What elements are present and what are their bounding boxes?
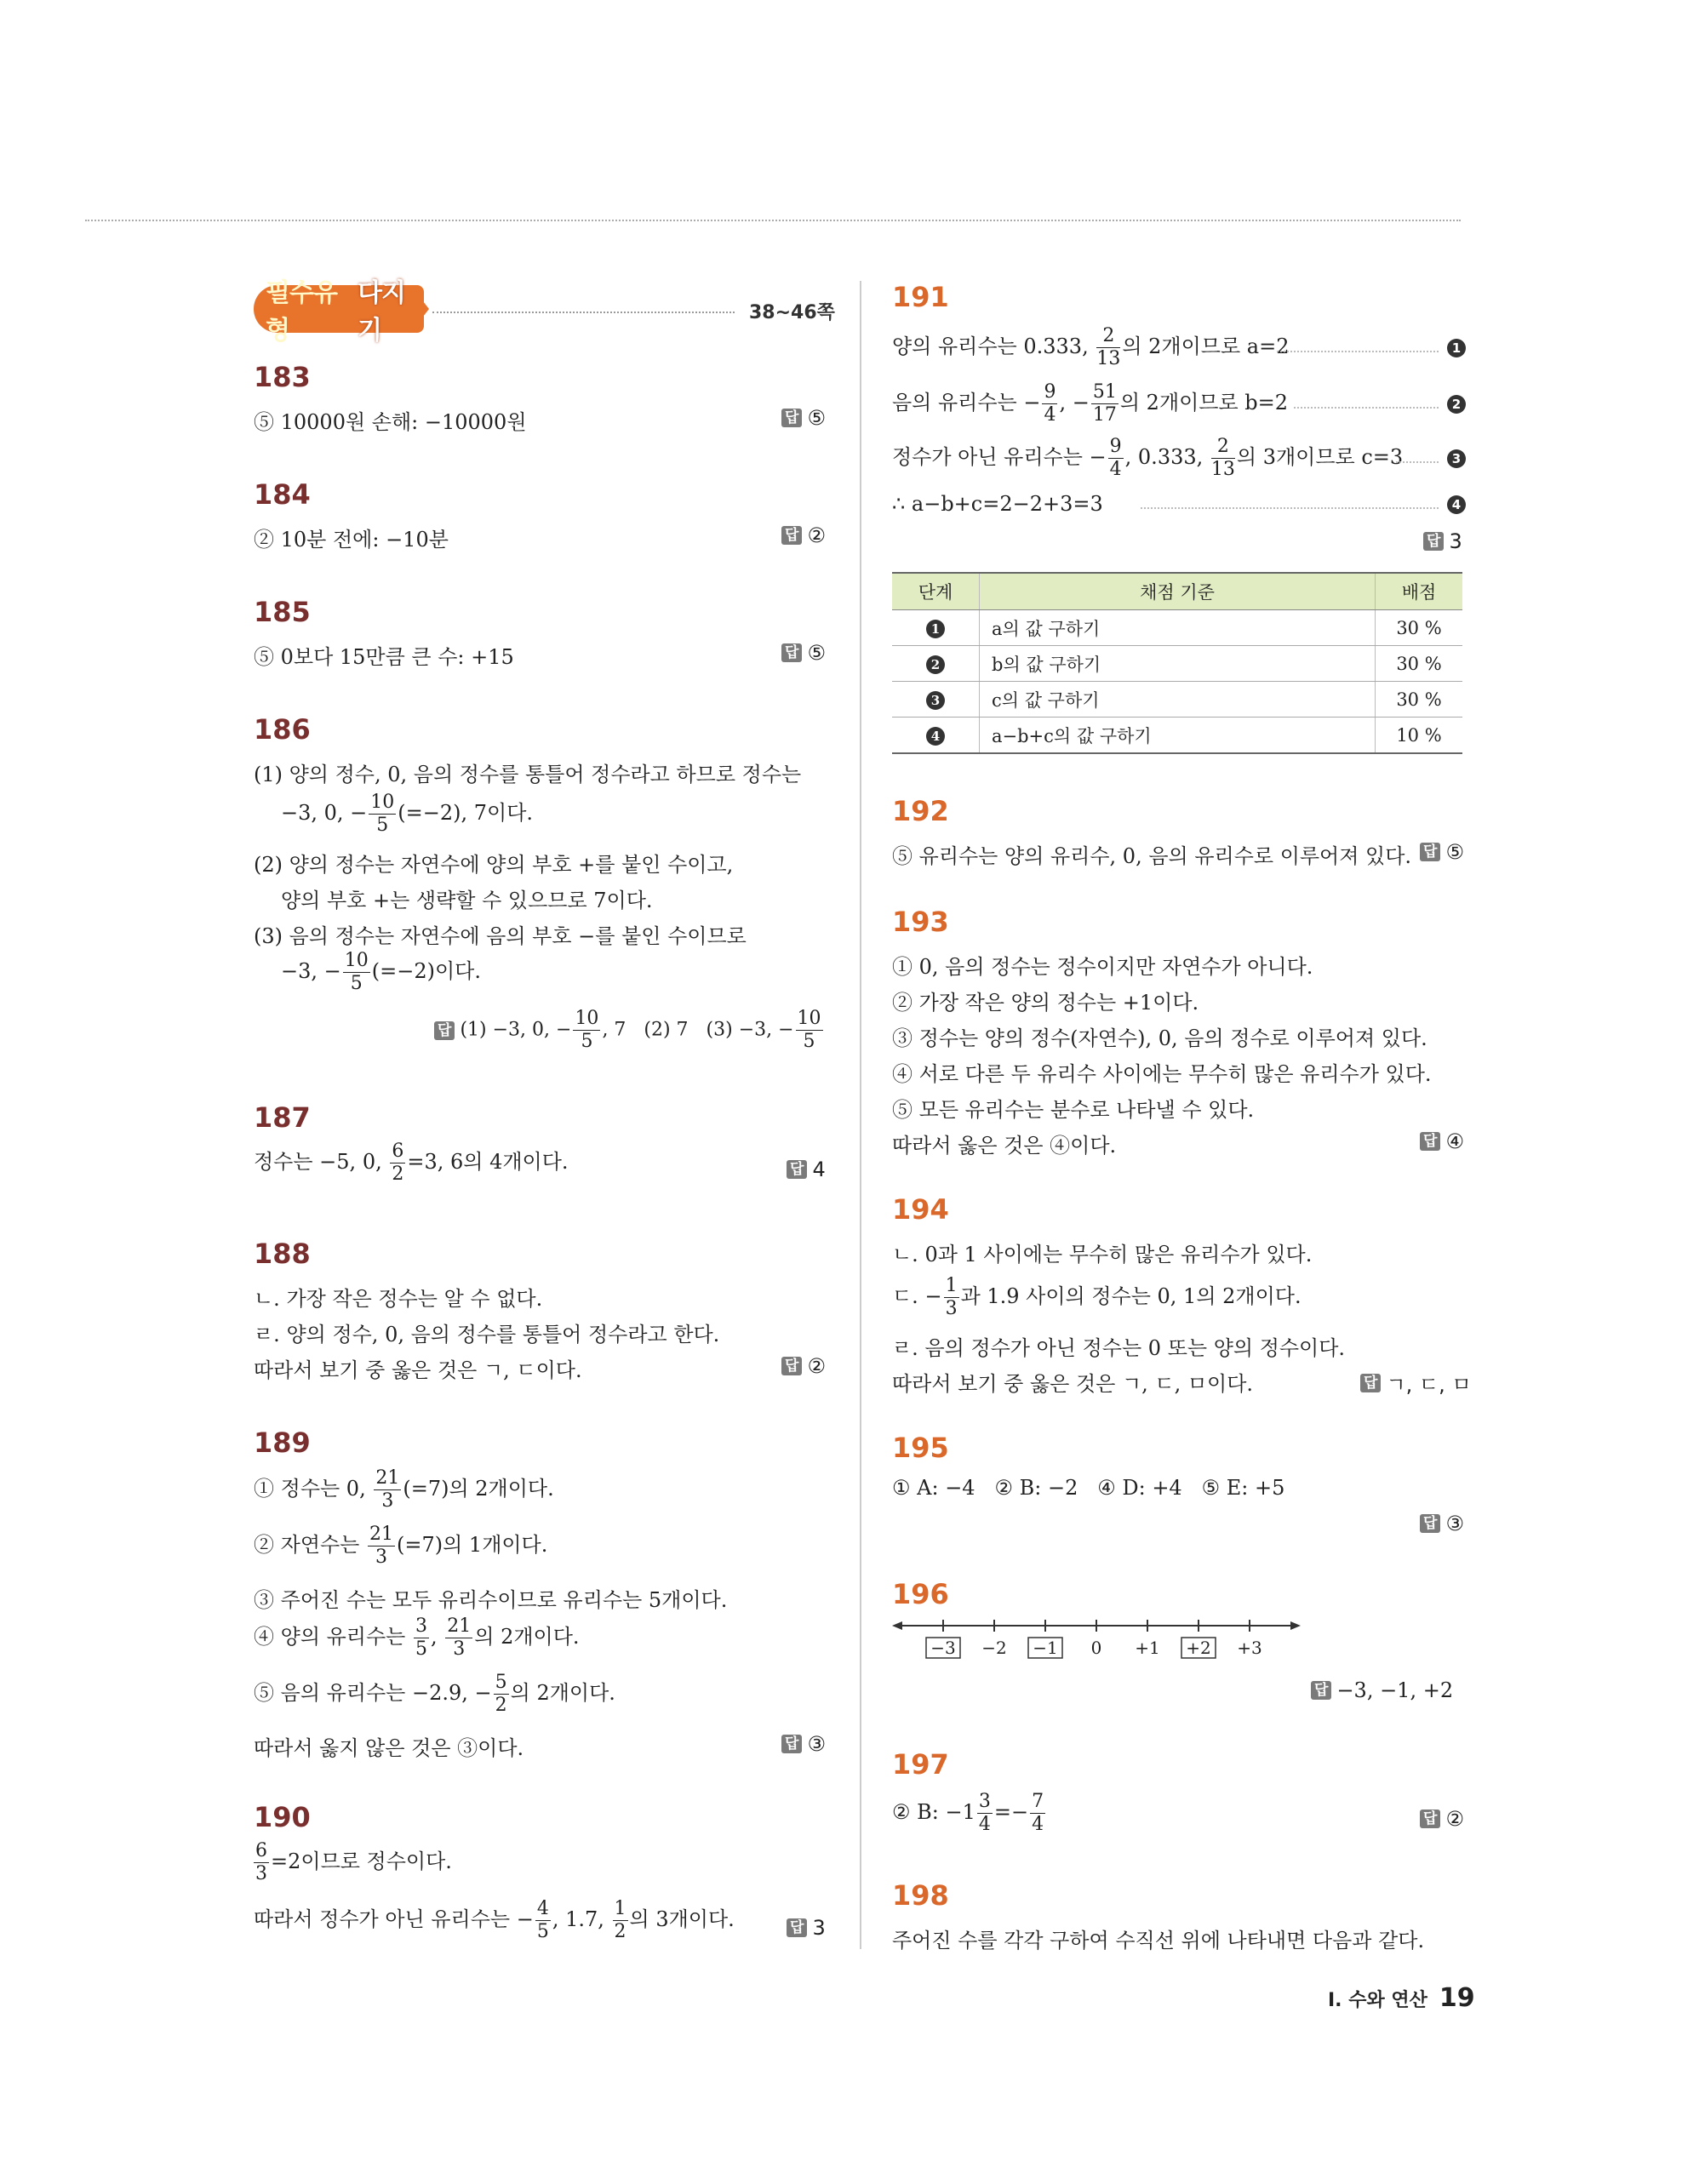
top-divider: [85, 220, 1461, 221]
problem-number: 196: [892, 1578, 949, 1610]
table-row: [892, 646, 1462, 682]
fraction: $\frac{10}{5}$: [344, 950, 369, 994]
score-cell: 10 %: [1376, 718, 1463, 754]
answer-value: 4: [812, 1158, 826, 1181]
solution-line: (1) 양의 정수, 0, 음의 정수를 통틀어 정수라고 하므로 정수는: [254, 763, 802, 786]
solution-line: ㄹ. 양의 정수, 0, 음의 정수를 통틀어 정수라고 한다.: [254, 1323, 720, 1346]
fraction: $\frac{10}{5}$: [370, 792, 395, 836]
solution-line: 따라서 보기 중 옳은 것은 ㄱ, ㄷ이다.: [254, 1358, 582, 1382]
solution-line: ② 가장 작은 양의 정수는 +1이다.: [892, 991, 1199, 1015]
answer-value: ④: [1445, 1129, 1464, 1153]
problem-number: 185: [254, 596, 311, 628]
answer-badge: 답: [434, 1021, 455, 1040]
answer: [781, 641, 826, 665]
answer-badge: 답: [1360, 1374, 1381, 1392]
answer: [1420, 1807, 1464, 1831]
solution-line: 따라서 옳지 않은 것은 ③이다.: [254, 1736, 524, 1760]
answer-value: ③: [807, 1732, 826, 1756]
answer-badge: 답: [1420, 1132, 1440, 1151]
answer-badge: 답: [781, 1735, 802, 1753]
answer-badge: 답: [781, 526, 802, 545]
solution-line: ④ 양의 유리수는 $\frac{3}{5}$ , $\frac{21}{3}$ 의 2개이다.: [254, 1615, 580, 1660]
step-marker: 4: [1447, 495, 1466, 514]
solution-line: 따라서 정수가 아닌 유리수는 − $\frac{4}{5}$ , 1.7, $\frac{1}{2}$ 의 3개이다.: [254, 1898, 735, 1942]
table-header: 채점 기준: [980, 573, 1376, 610]
problem-number: 187: [254, 1101, 311, 1134]
arrow-right-icon: [1290, 1621, 1301, 1630]
answer-value: ②: [807, 523, 826, 547]
leader-dots: [1294, 407, 1439, 409]
answer-badge: 답: [1423, 532, 1444, 551]
banner-label-a: 필수유형: [266, 278, 337, 346]
problem-number: 184: [254, 478, 311, 511]
answer-value: ②: [807, 1354, 826, 1378]
problem-number: 193: [892, 906, 949, 938]
scoring-table: [892, 572, 1462, 754]
step-marker: 3: [1447, 449, 1466, 468]
answer: [781, 1354, 826, 1378]
solution-line: ② B: −1 $\frac{3}{4}$ =− $\frac{7}{4}$: [892, 1791, 1044, 1835]
banner-tip: [417, 294, 429, 324]
answer-badge: 답: [1311, 1681, 1331, 1700]
solution-line: ① A: −4 ② B: −2 ④ D: +4 ⑤ E: +5: [892, 1476, 1285, 1500]
solution-line: ④ 서로 다른 두 유리수 사이에는 무수히 많은 유리수가 있다.: [892, 1062, 1432, 1086]
answer-badge: 답: [781, 1357, 802, 1375]
step-marker: 4: [926, 727, 945, 746]
solution-line: ① 정수는 0, $\frac{21}{3}$ (=7)의 2개이다.: [254, 1467, 554, 1512]
answer: [781, 1732, 826, 1756]
solution-line: −3, − $\frac{10}{5}$ (=−2)이다.: [281, 950, 481, 994]
table-header: 단계: [892, 573, 980, 610]
problem-number: 188: [254, 1238, 311, 1270]
answer: [1311, 1678, 1453, 1702]
answer-badge: 답: [781, 409, 802, 427]
problem-number: 198: [892, 1879, 949, 1912]
page-range: 38~46쪽: [749, 302, 835, 323]
number-line-label: 0: [1090, 1638, 1102, 1658]
answer-badge: 답: [1420, 1810, 1440, 1828]
answer: [434, 1009, 825, 1051]
column-divider: [860, 281, 861, 1949]
number-line-label: +1: [1135, 1638, 1160, 1658]
answer: [1423, 529, 1462, 553]
solution-line: ⑤ 모든 유리수는 분수로 나타낼 수 있다.: [892, 1098, 1255, 1122]
problem-number: 192: [892, 795, 949, 827]
problem-number: 197: [892, 1748, 949, 1781]
answer: [787, 1916, 826, 1940]
page-number: 19: [1439, 1983, 1475, 2013]
answer-badge: 답: [787, 1918, 807, 1937]
solution-line: ② 자연수는 $\frac{21}{3}$ (=7)의 1개이다.: [254, 1524, 548, 1568]
answer: [1420, 840, 1464, 864]
solution-line: ⑤ 0보다 15만큼 큰 수: +15: [254, 645, 514, 669]
banner-leader: [432, 312, 735, 313]
solution-line: 정수가 아닌 유리수는 − $\frac{9}{4}$ , 0.333, $\frac{2}{13}$ 의 3개이므로 c=3: [892, 436, 1404, 480]
answer: [781, 523, 826, 547]
leader-dots: [1396, 461, 1439, 463]
arrow-left-icon: [892, 1621, 902, 1630]
step-marker: 1: [926, 620, 945, 638]
score-cell: 30 %: [1376, 610, 1463, 646]
score-cell: 30 %: [1376, 682, 1463, 718]
answer-value: 3: [1449, 529, 1462, 553]
answer-value: ⑤: [1445, 840, 1464, 864]
step-marker: 2: [926, 655, 945, 674]
solution-line: ⑤ 10000원 손해: −10000원: [254, 410, 527, 434]
solution-line: ㄷ. − $\frac{1}{3}$ 과 1.9 사이의 정수는 0, 1의 2개이다.: [892, 1275, 1302, 1319]
problem-number: 183: [254, 361, 311, 393]
solution-line: ㄴ. 0과 1 사이에는 무수히 많은 유리수가 있다.: [892, 1243, 1313, 1266]
problem-number: 195: [892, 1432, 949, 1464]
criterion-cell: a−b+c의 값 구하기: [980, 718, 1376, 754]
answer-badge: 답: [1420, 1514, 1440, 1533]
solution-line: ② 10분 전에: −10분: [254, 528, 449, 552]
solution-line: (3) 음의 정수는 자연수에 음의 부호 −를 붙인 수이므로: [254, 924, 747, 948]
solution-line: ㄹ. 음의 정수가 아닌 정수는 0 또는 양의 정수이다.: [892, 1336, 1346, 1360]
solution-line: ∴ a−b+c=2−2+3=3: [892, 492, 1103, 516]
problem-number: 194: [892, 1193, 949, 1226]
answer-value: ⑤: [807, 406, 826, 430]
answer-badge: 답: [787, 1160, 807, 1179]
answer-value: −3, −1, +2: [1336, 1678, 1454, 1702]
solution-line: (2) 양의 정수는 자연수에 양의 부호 +를 붙인 수이고,: [254, 853, 734, 877]
number-line-label: −3: [930, 1638, 956, 1658]
answer-value: ③: [1445, 1512, 1464, 1535]
fraction: $\frac{6}{2}$: [392, 1141, 404, 1185]
step-marker: 3: [926, 691, 945, 710]
answer: [1420, 1129, 1464, 1153]
answer-value: ②: [1445, 1807, 1464, 1831]
problem-number: 191: [892, 281, 949, 313]
step-marker: 1: [1447, 339, 1466, 357]
solution-line: ㄴ. 가장 작은 정수는 알 수 없다.: [254, 1287, 543, 1311]
table-row: [892, 682, 1462, 718]
solution-line: 음의 유리수는 − $\frac{9}{4}$ , − $\frac{51}{17}$ 의 2개이므로 b=2: [892, 381, 1289, 426]
number-line: [892, 1612, 1301, 1672]
answer-value: ㄱ, ㄷ, ㅁ: [1386, 1373, 1472, 1397]
table-header: 배점: [1376, 573, 1463, 610]
solution-line: ③ 주어진 수는 모두 유리수이므로 유리수는 5개이다.: [254, 1588, 728, 1612]
answer: [787, 1158, 826, 1181]
number-line-label: +2: [1186, 1638, 1211, 1658]
leader-dots: [1141, 507, 1439, 509]
section-banner: [254, 278, 424, 346]
solution-line: 양의 부호 +는 생략할 수 있으므로 7이다.: [281, 889, 653, 912]
solution-line: 양의 유리수는 0.333, $\frac{2}{13}$ 의 2개이므로 a=2: [892, 325, 1290, 369]
answer: [781, 406, 826, 430]
banner-label-b: 다지기: [358, 278, 405, 346]
problem-number: 189: [254, 1426, 311, 1459]
solution-line: ① 0, 음의 정수는 정수이지만 자연수가 아니다.: [892, 955, 1313, 979]
number-line-label: −2: [981, 1638, 1007, 1658]
answer-badge: 답: [781, 643, 802, 662]
answer: [1420, 1512, 1464, 1535]
number-line-label: −1: [1033, 1638, 1058, 1658]
step-marker: 2: [1447, 395, 1466, 414]
solution-line: 주어진 수를 각각 구하여 수직선 위에 나타내면 다음과 같다.: [892, 1929, 1425, 1952]
solution-line: ⑤ 유리수는 양의 유리수, 0, 음의 유리수로 이루어져 있다.: [892, 844, 1412, 868]
number-line-label: +3: [1237, 1638, 1262, 1658]
table-row: [892, 610, 1462, 646]
answer-badge: 답: [1420, 843, 1440, 861]
criterion-cell: a의 값 구하기: [980, 610, 1376, 646]
table-row: [892, 718, 1462, 754]
answer: [1360, 1368, 1472, 1398]
solution-line: ⑤ 음의 유리수는 −2.9, − $\frac{5}{2}$ 의 2개이다.: [254, 1672, 615, 1716]
leader-dots: [1277, 351, 1439, 352]
criterion-cell: b의 값 구하기: [980, 646, 1376, 682]
answer-value: 3: [812, 1916, 826, 1940]
problem-number: 190: [254, 1801, 311, 1833]
solution-line: −3, 0, − $\frac{10}{5}$ (=−2), 7이다.: [281, 792, 534, 836]
criterion-cell: c의 값 구하기: [980, 682, 1376, 718]
page-footer: [1328, 1983, 1475, 2013]
solution-line: 정수는 −5, 0, $\frac{6}{2}$ =3, 6의 4개이다.: [254, 1141, 569, 1185]
solution-line: 따라서 옳은 것은 ④이다.: [892, 1134, 1117, 1158]
solution-line: 따라서 보기 중 옳은 것은 ㄱ, ㄷ, ㅁ이다.: [892, 1372, 1254, 1396]
answer-value: ⑤: [807, 641, 826, 665]
solution-line: $\frac{6}{3}$ =2이므로 정수이다.: [255, 1840, 452, 1884]
chapter-label: I. 수와 연산: [1328, 1990, 1427, 2011]
problem-number: 186: [254, 713, 311, 746]
answer-value: (1) −3, 0, − $\frac{10}{5}$ , 7 (2) 7 (3) −3, − $\frac{10}{5}$: [460, 1008, 821, 1052]
score-cell: 30 %: [1376, 646, 1463, 682]
solution-line: ③ 정수는 양의 정수(자연수), 0, 음의 정수로 이루어져 있다.: [892, 1026, 1427, 1050]
